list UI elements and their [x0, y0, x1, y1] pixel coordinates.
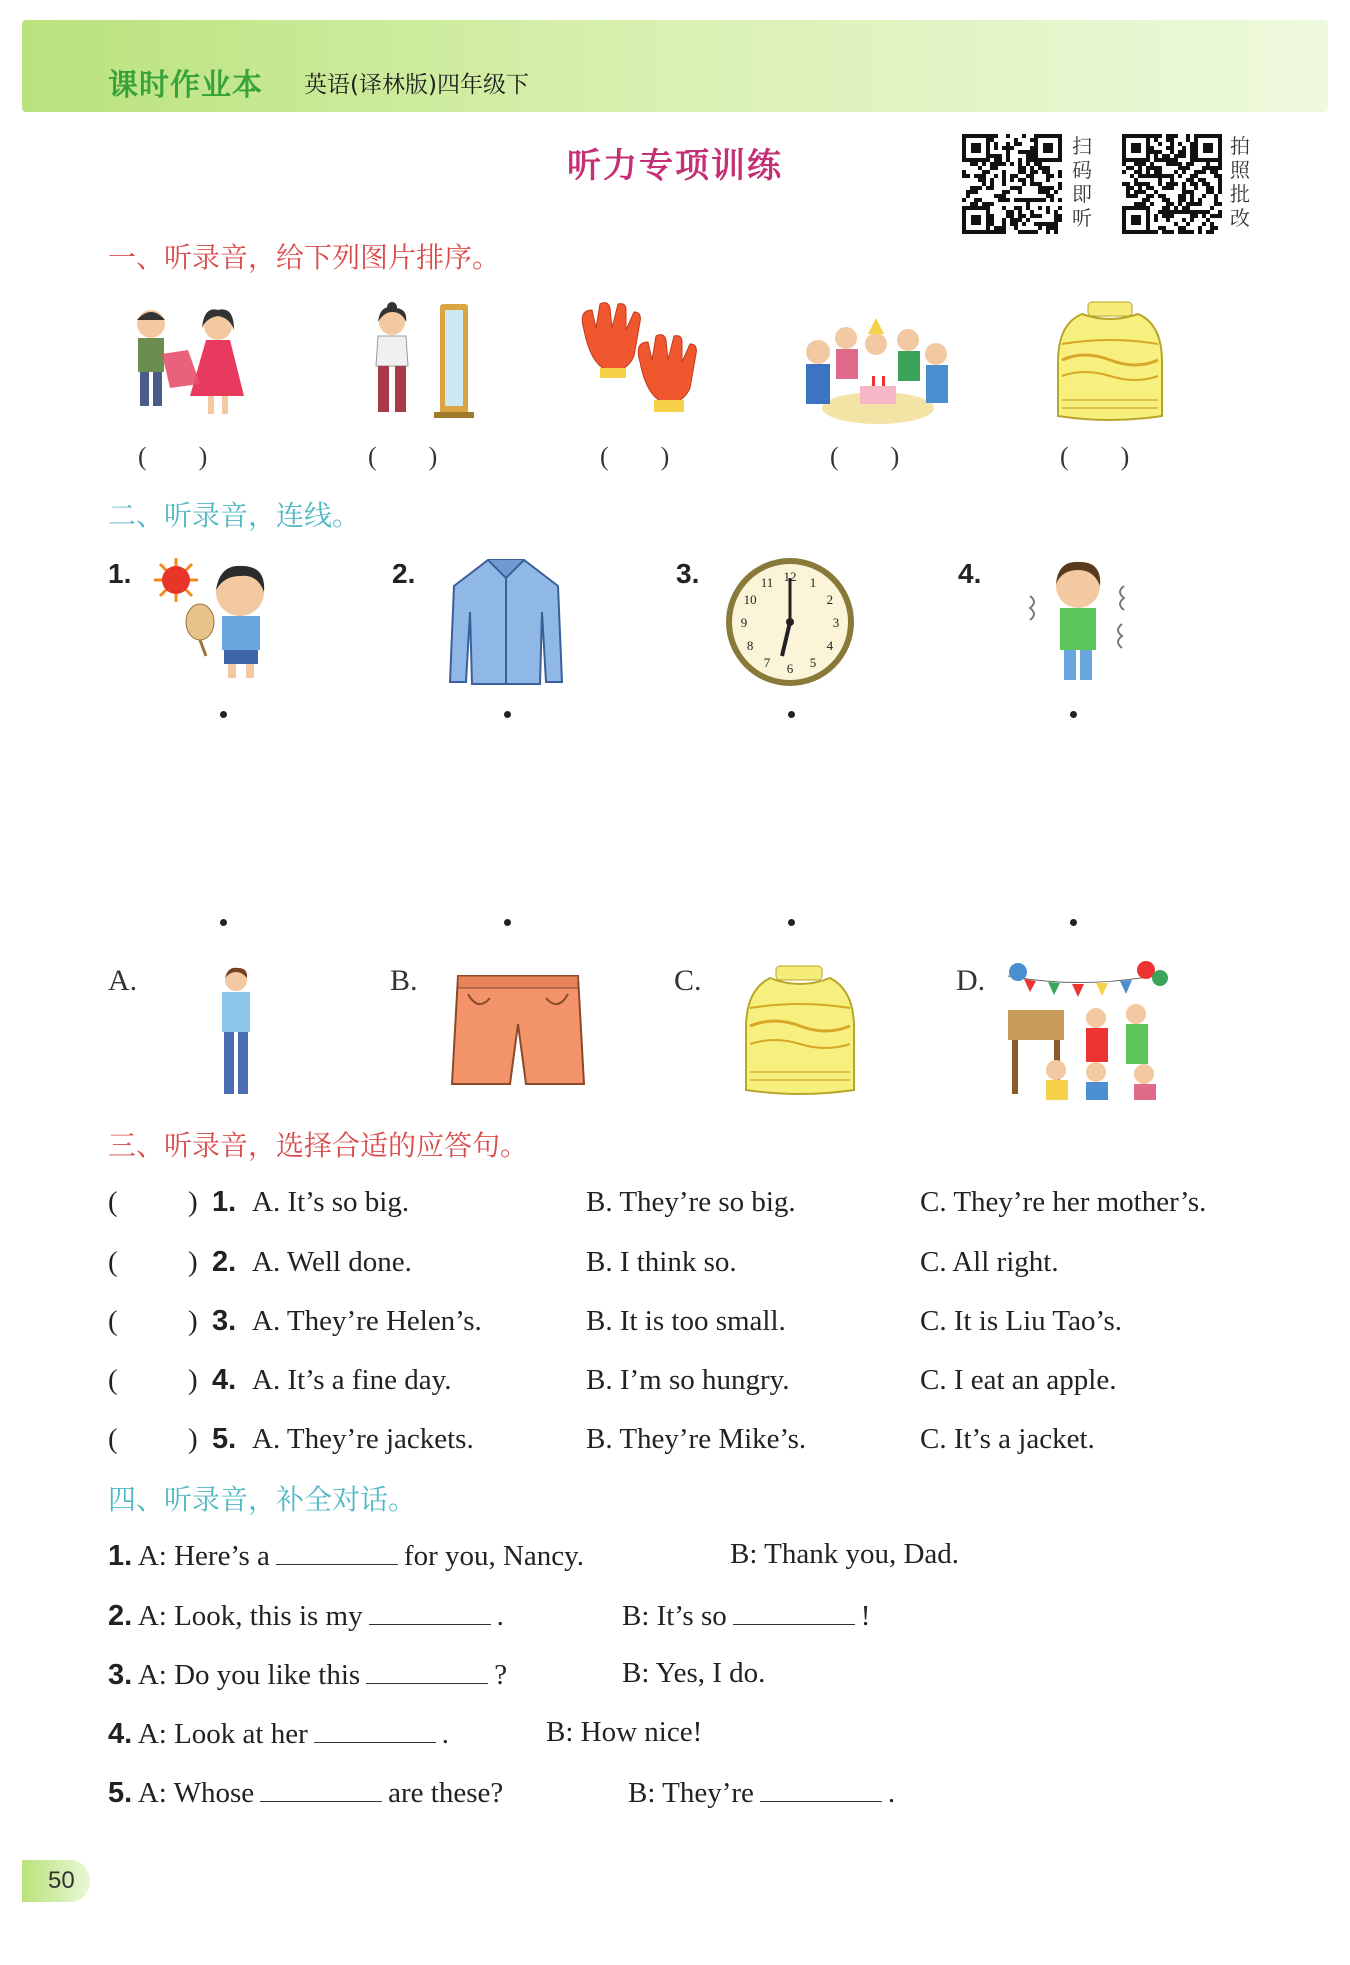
match-dot-top-3[interactable] — [788, 711, 795, 718]
dialogue-blank-a[interactable] — [260, 1775, 382, 1802]
choice-answer-paren[interactable]: ( — [108, 1305, 118, 1337]
dialogue-line — [108, 1716, 449, 1751]
match-dot-top-1[interactable] — [220, 711, 227, 718]
answer-paren-1[interactable]: ( ) — [138, 442, 208, 471]
dialogue-line — [108, 1538, 584, 1573]
choice-answer-paren-close: ) — [188, 1423, 198, 1455]
dialogue-line — [108, 1598, 504, 1633]
clock-number: 3 — [832, 615, 840, 630]
match-dot-bottom-d[interactable] — [1070, 919, 1077, 926]
dialogue-line-b — [546, 1716, 702, 1749]
dialogue-a-part1: A: Whose — [137, 1777, 255, 1809]
clock-number: 1 — [809, 575, 817, 591]
dialogue-line — [108, 1657, 507, 1692]
match-number-1: 1. — [108, 558, 132, 589]
choice-option-a[interactable]: A. It’s so big. — [252, 1186, 410, 1218]
orange-shorts-picture — [450, 972, 586, 1090]
choice-option-c[interactable]: C. I eat an apple. — [920, 1364, 1117, 1396]
birthday-party-picture — [798, 300, 958, 430]
clock-number: 11 — [760, 575, 774, 591]
choice-answer-paren[interactable]: ( — [108, 1423, 118, 1455]
choice-answer-paren[interactable]: ( — [108, 1364, 118, 1396]
man-picture — [210, 966, 260, 1100]
hot-boy-with-fan-picture — [150, 556, 300, 682]
clock-number: 12 — [783, 569, 797, 584]
dialogue-b-part1: B: How nice! — [546, 1716, 703, 1748]
dialogue-b-part1: B: Thank you, Dad. — [730, 1538, 960, 1570]
choice-option-b[interactable]: B. It is too small. — [586, 1305, 786, 1337]
match-dot-top-4[interactable] — [1070, 711, 1077, 718]
clock-number: 8 — [746, 638, 754, 653]
choice-option-c[interactable]: C. All right. — [920, 1246, 1059, 1278]
choice-answer-paren-close: ) — [188, 1246, 198, 1278]
match-number-4: 4. — [958, 558, 982, 589]
dialogue-b-part2: ! — [860, 1600, 871, 1632]
choice-option-c[interactable]: C. It’s a jacket. — [920, 1423, 1095, 1455]
dialogue-line — [108, 1775, 503, 1810]
match-letter-c: C. — [674, 964, 702, 997]
match-letter-b: B. — [390, 964, 418, 997]
qr-code-listen-icon[interactable] — [962, 134, 1062, 234]
dialogue-blank-a[interactable] — [366, 1657, 488, 1684]
dialogue-a-part2: for you, Nancy. — [403, 1540, 585, 1572]
match-dot-bottom-c[interactable] — [788, 919, 795, 926]
dialogue-a-part1: A: Look at her — [137, 1718, 308, 1750]
choice-answer-paren-close: ) — [188, 1186, 198, 1218]
match-number-3: 3. — [676, 558, 700, 589]
dialogue-line-b — [622, 1657, 765, 1690]
answer-paren-2[interactable]: ( ) — [368, 442, 438, 471]
choice-answer-paren-close: ) — [188, 1364, 198, 1396]
choice-option-a[interactable]: A. Well done. — [252, 1246, 412, 1278]
dialogue-blank-a[interactable] — [369, 1598, 491, 1625]
dialogue-blank-a[interactable] — [314, 1716, 436, 1743]
dialogue-a-part1: A: Here’s a — [137, 1540, 270, 1572]
dialogue-a-part1: A: Look, this is my — [137, 1600, 363, 1632]
red-gloves-picture — [578, 300, 718, 420]
dialogue-number: 1. — [108, 1540, 133, 1572]
choice-option-c[interactable]: C. They’re her mother’s. — [920, 1186, 1207, 1218]
choice-question-number: 5. — [212, 1423, 237, 1455]
dialogue-blank-b[interactable] — [760, 1775, 882, 1802]
section4-title: 四、听录音，补全对话。 — [108, 1483, 417, 1516]
clock-number: 7 — [763, 654, 771, 670]
header-book-title: 英语(译林版)四年级下 — [304, 72, 529, 98]
choice-question-number: 2. — [212, 1246, 237, 1278]
qr-label-scan: 扫 码 即 听 — [1072, 134, 1092, 230]
blue-shirt-picture — [446, 556, 566, 688]
girl-and-mirror-picture — [362, 304, 482, 428]
dialogue-number: 4. — [108, 1718, 133, 1750]
dialogue-b-part1: B: It’s so — [622, 1600, 727, 1632]
page-title: 听力专项训练 — [567, 146, 783, 186]
clock-number: 6 — [786, 661, 794, 676]
section3-title: 三、听录音，选择合适的应答句。 — [108, 1129, 529, 1162]
header-brand: 课时作业本 — [108, 68, 263, 103]
page-number: 50 — [22, 1860, 90, 1902]
choice-option-b[interactable]: B. They’re Mike’s. — [586, 1423, 807, 1455]
dialogue-a-part2: . — [441, 1718, 450, 1750]
match-letter-d: D. — [956, 964, 986, 997]
choice-answer-paren[interactable]: ( — [108, 1186, 118, 1218]
clock-number: 4 — [826, 638, 834, 653]
section1-title: 一、听录音，给下列图片排序。 — [108, 241, 501, 274]
choice-option-b[interactable]: B. They’re so big. — [586, 1186, 796, 1218]
dialogue-a-part2: . — [496, 1600, 504, 1632]
dialogue-line-b — [628, 1775, 895, 1810]
choice-option-c[interactable]: C. It is Liu Tao’s. — [920, 1305, 1123, 1337]
match-number-2: 2. — [392, 558, 416, 589]
clock-number: 10 — [743, 592, 757, 607]
dialogue-a-part1: A: Do you like this — [137, 1659, 361, 1691]
dialogue-b-part1: B: Yes, I do. — [622, 1657, 766, 1689]
dialogue-number: 2. — [108, 1600, 133, 1632]
choice-option-a[interactable]: A. It’s a fine day. — [252, 1364, 452, 1396]
clock-six-oclock-picture — [724, 556, 856, 688]
clock-number: 9 — [740, 615, 748, 630]
kids-with-dress-picture — [126, 304, 246, 428]
qr-code-grading-icon[interactable] — [1122, 134, 1222, 234]
dialogue-line-b — [622, 1598, 870, 1633]
match-letter-a: A. — [108, 964, 138, 997]
dialogue-a-part2: ? — [494, 1659, 508, 1691]
dialogue-line-b — [730, 1538, 959, 1571]
choice-option-a[interactable]: A. They’re Helen’s. — [252, 1305, 482, 1337]
dialogue-number: 5. — [108, 1777, 133, 1809]
party-scene-picture — [1004, 962, 1170, 1102]
dialogue-b-part2: . — [887, 1777, 896, 1809]
dialogue-number: 3. — [108, 1659, 133, 1691]
answer-paren-4[interactable]: ( ) — [830, 442, 900, 471]
clock-number: 2 — [826, 592, 834, 607]
dialogue-blank-b[interactable] — [733, 1598, 855, 1625]
yellow-sweater-picture — [1054, 300, 1166, 422]
answer-paren-5[interactable]: ( ) — [1060, 442, 1130, 471]
match-dot-bottom-a[interactable] — [220, 919, 227, 926]
qr-label-photo: 拍 照 批 改 — [1230, 134, 1250, 230]
match-dot-top-2[interactable] — [504, 711, 511, 718]
clock-number: 5 — [809, 654, 817, 670]
choice-answer-paren[interactable]: ( — [108, 1246, 118, 1278]
section2-title: 二、听录音，连线。 — [108, 499, 361, 532]
choice-option-a[interactable]: A. They’re jackets. — [252, 1423, 474, 1455]
dialogue-a-part2: are these? — [388, 1777, 504, 1809]
yellow-sweater-c-picture — [744, 964, 856, 1096]
choice-question-number: 3. — [212, 1305, 237, 1337]
choice-question-number: 1. — [212, 1186, 237, 1218]
choice-option-b[interactable]: B. I think so. — [586, 1246, 737, 1278]
dialogue-b-part1: B: They’re — [628, 1777, 754, 1809]
answer-paren-3[interactable]: ( ) — [600, 442, 670, 471]
choice-answer-paren-close: ) — [188, 1305, 198, 1337]
choice-option-b[interactable]: B. I’m so hungry. — [586, 1364, 790, 1396]
cold-boy-picture — [1024, 556, 1134, 688]
match-dot-bottom-b[interactable] — [504, 919, 511, 926]
choice-question-number: 4. — [212, 1364, 237, 1396]
dialogue-blank-a[interactable] — [276, 1538, 398, 1565]
